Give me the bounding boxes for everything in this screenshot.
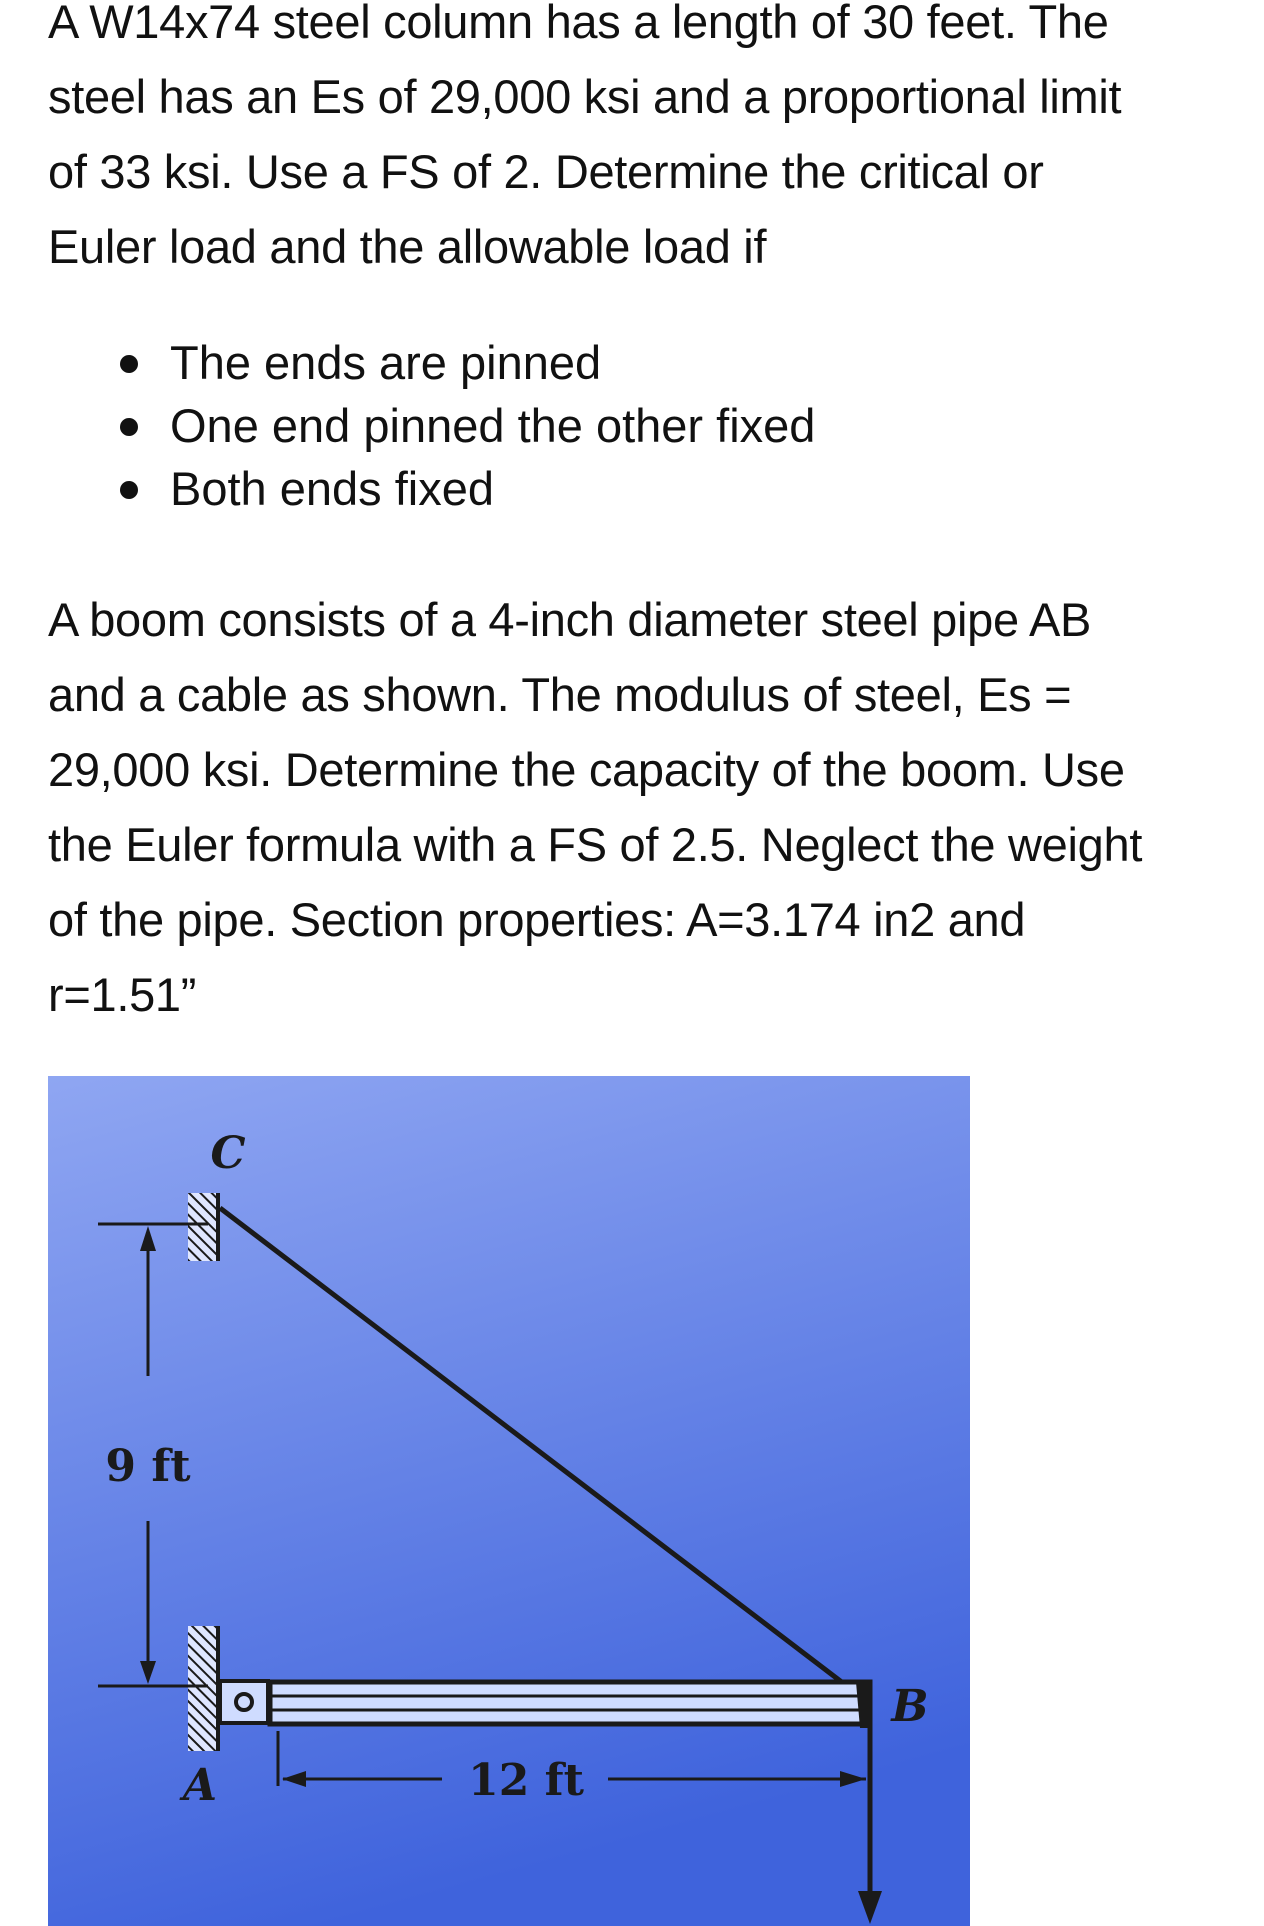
label-c: C [210,1128,246,1179]
boom-diagram [48,1076,970,1926]
problem-1-text [48,0,1238,284]
problem-2-line-2: and a cable as shown. The modulus of steel, Es = [48,668,1072,721]
problem-2-line-6: r=1.51” [48,968,197,1021]
bullet-text: One end pinned the other fixed [170,399,816,452]
problem-2-line-5: of the pipe. Section properties: A=3.174 in2 and [48,893,1026,946]
bullet-text: Both ends fixed [170,462,494,515]
bullet-icon [120,355,138,373]
bullet-icon [120,481,138,499]
problem-2-line-3: 29,000 ksi. Determine the capacity of the boom. Use [48,743,1125,796]
pin-a [236,1694,252,1710]
dim-label-horizontal: 12 ft [468,1755,584,1806]
problem-1-line-2: steel has an Es of 29,000 ksi and a proportional limit [48,70,1122,123]
problem-1-line-1: A W14x74 steel column has a length of 30 feet. The [48,0,1109,48]
bullet-icon [120,418,138,436]
problem-2-line-4: the Euler formula with a FS of 2.5. Neglect the weight [48,818,1143,871]
list-item [120,394,815,457]
problem-1-line-3: of 33 ksi. Use a FS of 2. Determine the critical or [48,145,1044,198]
wall-support-a [188,1626,218,1751]
list-item [120,331,815,394]
label-a: A [182,1760,218,1811]
problem-2-line-1: A boom consists of a 4-inch diameter steel pipe AB [48,593,1092,646]
list-item [120,457,815,520]
label-b: B [891,1681,929,1732]
wall-support-c [188,1193,218,1261]
end-condition-list [120,331,815,520]
problem-2-text [48,582,1238,1032]
dim-label-vertical: 9 ft [105,1441,191,1492]
bullet-text: The ends are pinned [170,336,602,389]
problem-1-line-4: Euler load and the allowable load if [48,220,767,273]
pipe-ab [270,1682,870,1724]
boom-diagram-svg [48,1076,970,1926]
